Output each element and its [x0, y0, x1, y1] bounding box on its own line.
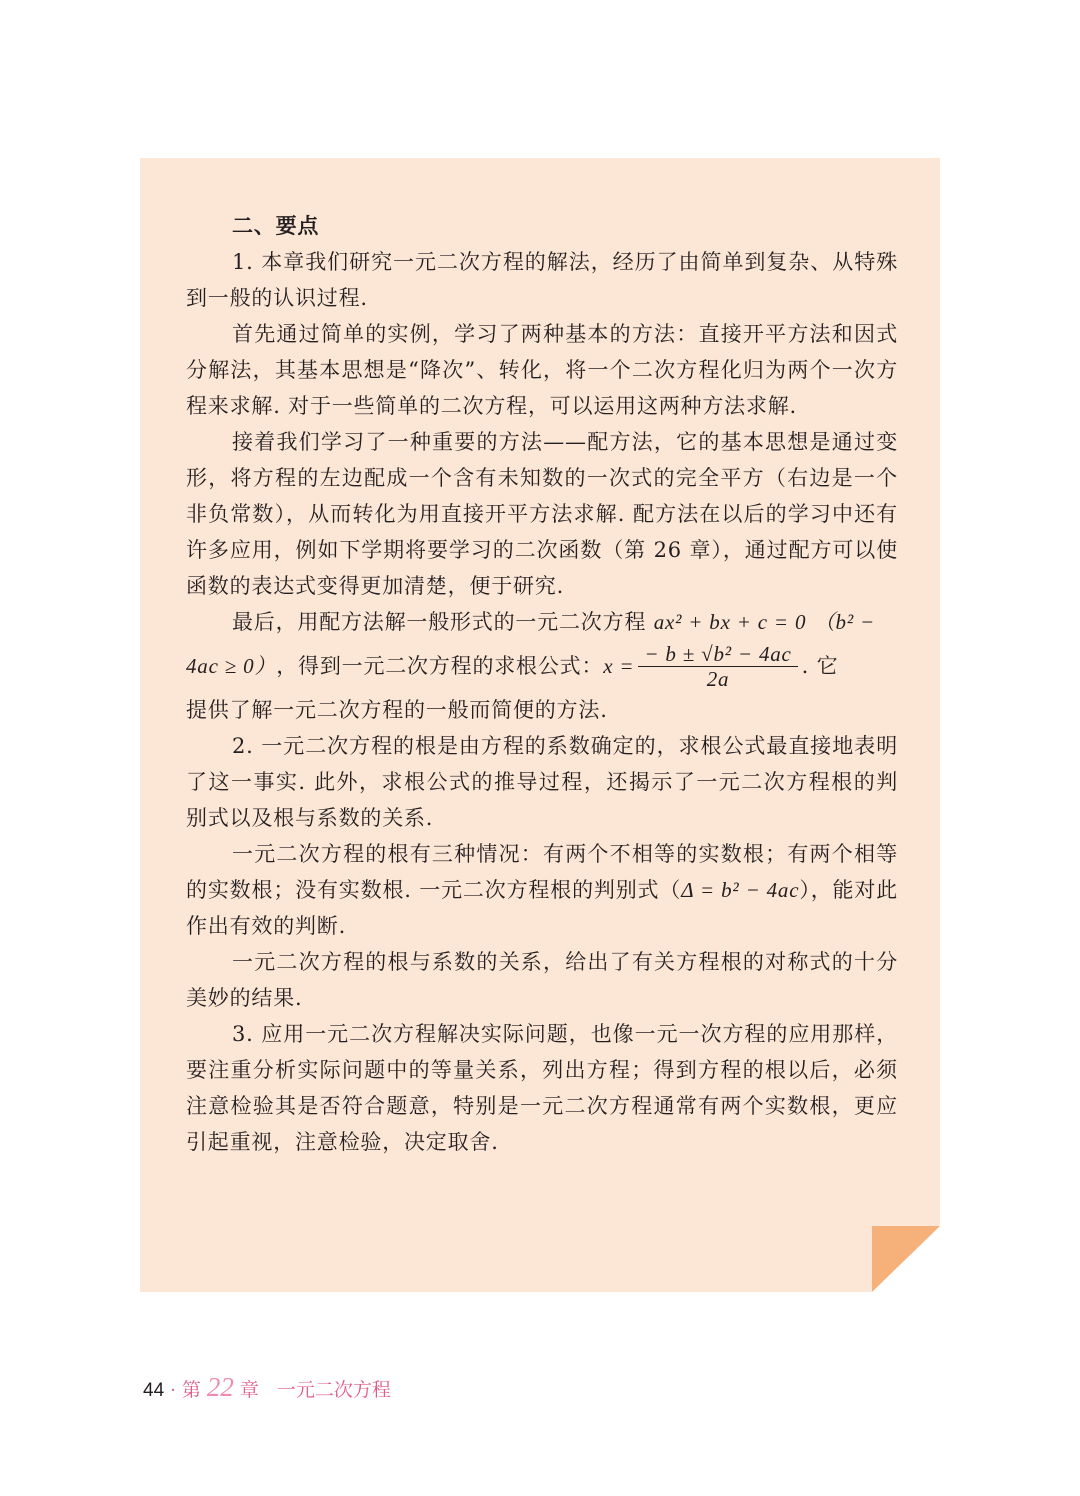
quadratic-formula-line [186, 640, 898, 692]
paragraph-4-mid: ，得到一元二次方程的求根公式： [276, 654, 604, 678]
section-heading: 二、要点 [232, 213, 320, 238]
summary-content [186, 208, 898, 1160]
paragraph-4-start: 最后，用配方法解一般形式的一元二次方程 [232, 610, 647, 634]
paragraph-6-start: 一元二次方程的根有三种情况：有两个不相等的实数根；有两个相等的实数根；没有实数根. 一元二次方程根的判别式（ [186, 842, 898, 902]
paragraph-1: 1. 本章我们研究一元二次方程的解法，经历了由简单到复杂、从特殊到一般的认识过程. [186, 250, 898, 310]
paragraph-3: 接着我们学习了一种重要的方法——配方法，它的基本思想是通过变形，将方程的左边配成一个含有未知数的一次式的完全平方（右边是一个非负常数），从而转化为用直接开平方法求解. 配方法在以后的学习中还有许多应用，例如下学期将要学习的二次函数（第 26 章），通过配方可以使函数的表达式变得更加清楚，便于研究. [186, 430, 898, 598]
footer-separator: · [170, 1380, 176, 1401]
quadratic-formula-fraction [638, 642, 797, 691]
paragraph-8: 3. 应用一元二次方程解决实际问题，也像一元一次方程的应用那样，要注重分析实际问题中的等量关系，列出方程；得到方程的根以后，必须注意检验其是否符合题意，特别是一元二次方程通常有两个实数根，更应引起重视，注意检验，决定取舍. [186, 1022, 898, 1154]
chapter-prefix: 第 [181, 1379, 201, 1401]
discriminant-expression: Δ = b² − 4ac [681, 878, 800, 902]
paragraph-6 [186, 836, 898, 944]
condition-open: （b² − [813, 610, 875, 634]
chapter-suffix: 章 [239, 1379, 259, 1401]
paragraph-7: 一元二次方程的根与系数的关系，给出了有关方程根的对称式的十分美妙的结果. [186, 950, 898, 1010]
chapter-title: 一元二次方程 [276, 1379, 391, 1401]
page-footer [143, 1372, 391, 1400]
paragraph-6-end: ），能对此作出有效的判断. [186, 878, 898, 938]
formula-numerator: − b ± √b² − 4ac [644, 641, 792, 666]
general-equation: ax² + bx + c = 0 [653, 610, 807, 634]
page-fold-corner [872, 1226, 940, 1292]
paragraph-2: 首先通过简单的实例，学习了两种基本的方法：直接开平方法和因式分解法，其基本思想是“降次”、转化，将一个二次方程化归为两个一次方程来求解. 对于一些简单的二次方程，可以运用这两种方法求解. [186, 322, 898, 418]
paragraph-5: 2. 一元二次方程的根是由方程的系数确定的，求根公式最直接地表明了这一事实. 此外，求根公式的推导过程，还揭示了一元二次方程根的判别式以及根与系数的关系. [186, 734, 898, 830]
paragraph-4 [186, 604, 898, 640]
formula-denominator: 2a [706, 666, 730, 691]
paragraph-4-end: 提供了解一元二次方程的一般而简便的方法. [186, 698, 608, 722]
formula-lhs: x = [603, 654, 635, 678]
condition-close: 4ac ≥ 0） [186, 654, 277, 678]
page-number: 44 [143, 1380, 165, 1401]
paragraph-4-tail: . 它 [801, 654, 839, 678]
chapter-number: 22 [206, 1372, 234, 1402]
